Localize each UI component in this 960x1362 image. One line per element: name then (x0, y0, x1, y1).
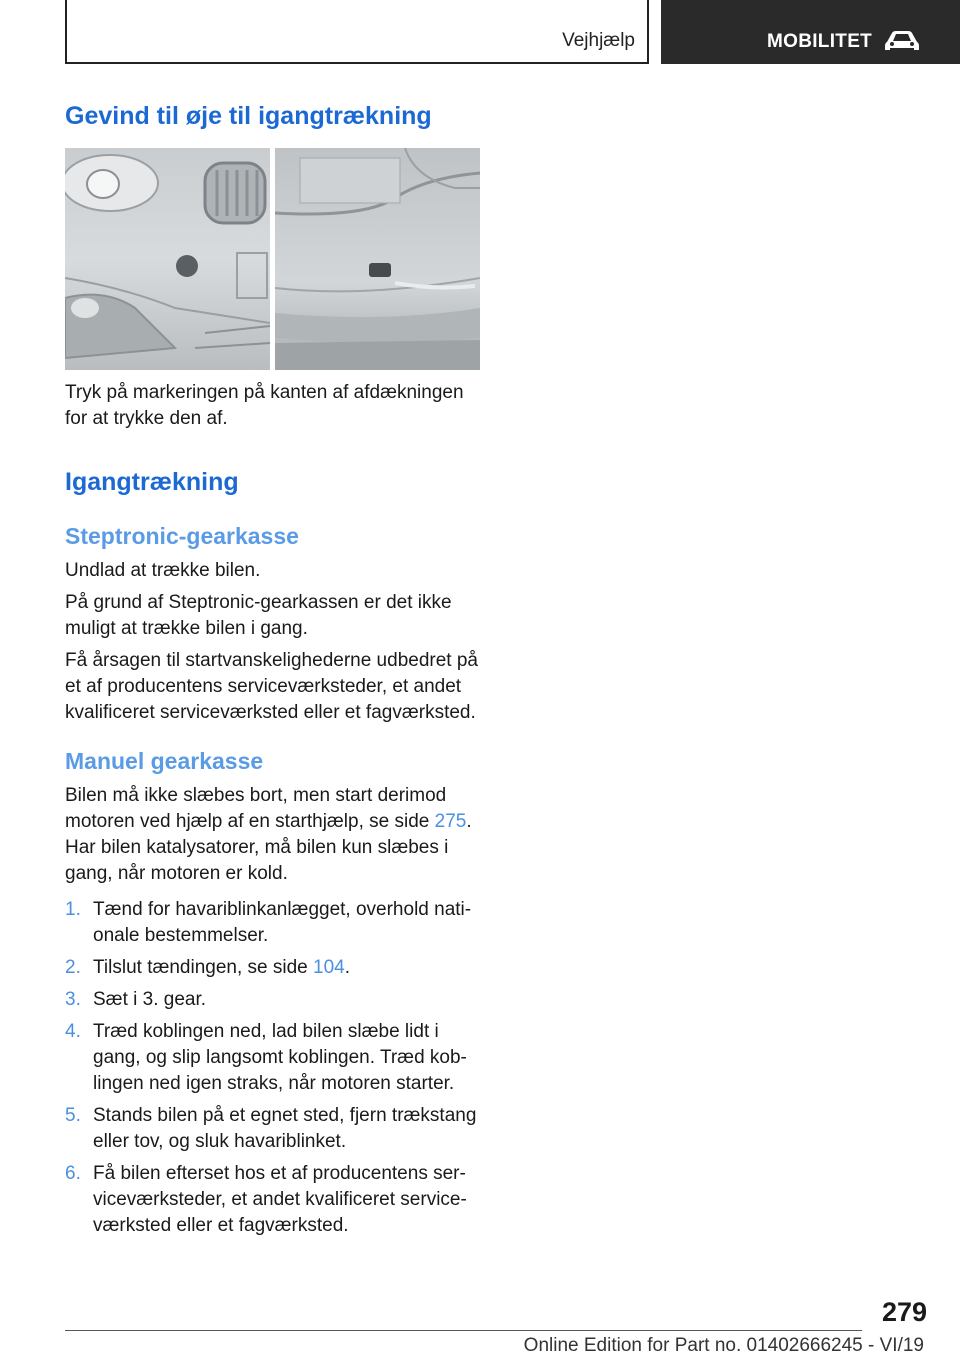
page-link-275[interactable]: 275 (434, 811, 467, 832)
section-heading: Igangtrækning (65, 468, 239, 496)
list-number: 6. (65, 1163, 81, 1184)
steptronic-text-3c: kvalificeret serviceværksted eller et fagværksted. (65, 702, 476, 723)
list-item-text-post: . (344, 957, 351, 978)
list-number: 3. (65, 989, 81, 1010)
photo-caption-line-1: Tryk på markeringen på kanten af afdækningen (65, 382, 464, 403)
steptronic-heading: Steptronic-gearkasse (65, 523, 299, 549)
list-item-text: gang, og slip langsomt koblingen. Træd kob‐ (93, 1047, 467, 1068)
list-item-text: viceværksteder, et andet kvalificeret service‐ (93, 1189, 467, 1210)
car-front-photo (65, 148, 480, 370)
list-number: 1. (65, 899, 81, 920)
manual-text-2-pre: motoren ved hjælp af en starthjælp, se side (65, 811, 435, 832)
footer-divider (65, 1330, 862, 1331)
header-chapter-title: MOBILITET (767, 31, 873, 52)
steptronic-text-2a: På grund af Steptronic-gearkassen er det ikke (65, 592, 452, 613)
steptronic-text-2b: muligt at trække bilen i gang. (65, 618, 308, 639)
list-number: 4. (65, 1021, 81, 1042)
page-title: Gevind til øje til igangtrækning (65, 102, 432, 130)
manual-heading: Manuel gearkasse (65, 748, 264, 774)
header-chapter-box (661, 0, 960, 64)
steptronic-text-3b: et af producentens serviceværksteder, et andet (65, 676, 462, 697)
list-number: 5. (65, 1105, 81, 1126)
manual-text-3: Har bilen katalysatorer, må bilen kun slæbes i (65, 837, 449, 858)
steptronic-text-3a: Få årsagen til startvanskelighederne udbedret på (65, 650, 478, 671)
manual-text-2-post: . (466, 811, 472, 832)
steptronic-text-1: Undlad at trække bilen. (65, 560, 261, 581)
list-item-text: eller tov, og sluk havariblinket. (93, 1131, 347, 1152)
header-section-title: Vejhjælp (562, 30, 635, 51)
manual-text-4: gang, når motoren er kold. (65, 863, 288, 884)
page-number: 279 (881, 1297, 927, 1327)
photo-caption-line-2: for at trykke den af. (65, 408, 228, 429)
list-item-text: onale bestemmelser. (93, 925, 269, 946)
list-item-text: Sæt i 3. gear. (93, 989, 207, 1010)
list-item-text: værksted eller et fagværksted. (93, 1215, 349, 1236)
list-item-text: Stands bilen på et egnet sted, fjern trækstang (93, 1105, 477, 1126)
list-item-text: Tænd for havariblinkanlægget, overhold nati‐ (93, 899, 472, 920)
list-item-text: lingen ned igen straks, når motoren starter. (93, 1073, 455, 1094)
manual-text-1: Bilen må ikke slæbes bort, men start derimod (65, 785, 447, 806)
manual-text-2 (65, 809, 483, 835)
list-number: 2. (65, 957, 81, 978)
list-item-text: Få bilen efterset hos et af producentens ser‐ (93, 1163, 466, 1184)
header-section-box (65, 0, 649, 64)
list-item-text: Træd koblingen ned, lad bilen slæbe lidt i (93, 1021, 439, 1042)
list-item-text: Tilslut tændingen, se side (93, 957, 314, 978)
car-icon (883, 28, 921, 54)
page-link-104[interactable]: 104 (313, 957, 345, 978)
footer-edition: Online Edition for Part no. 01402666245 - VI/19 (523, 1335, 924, 1356)
